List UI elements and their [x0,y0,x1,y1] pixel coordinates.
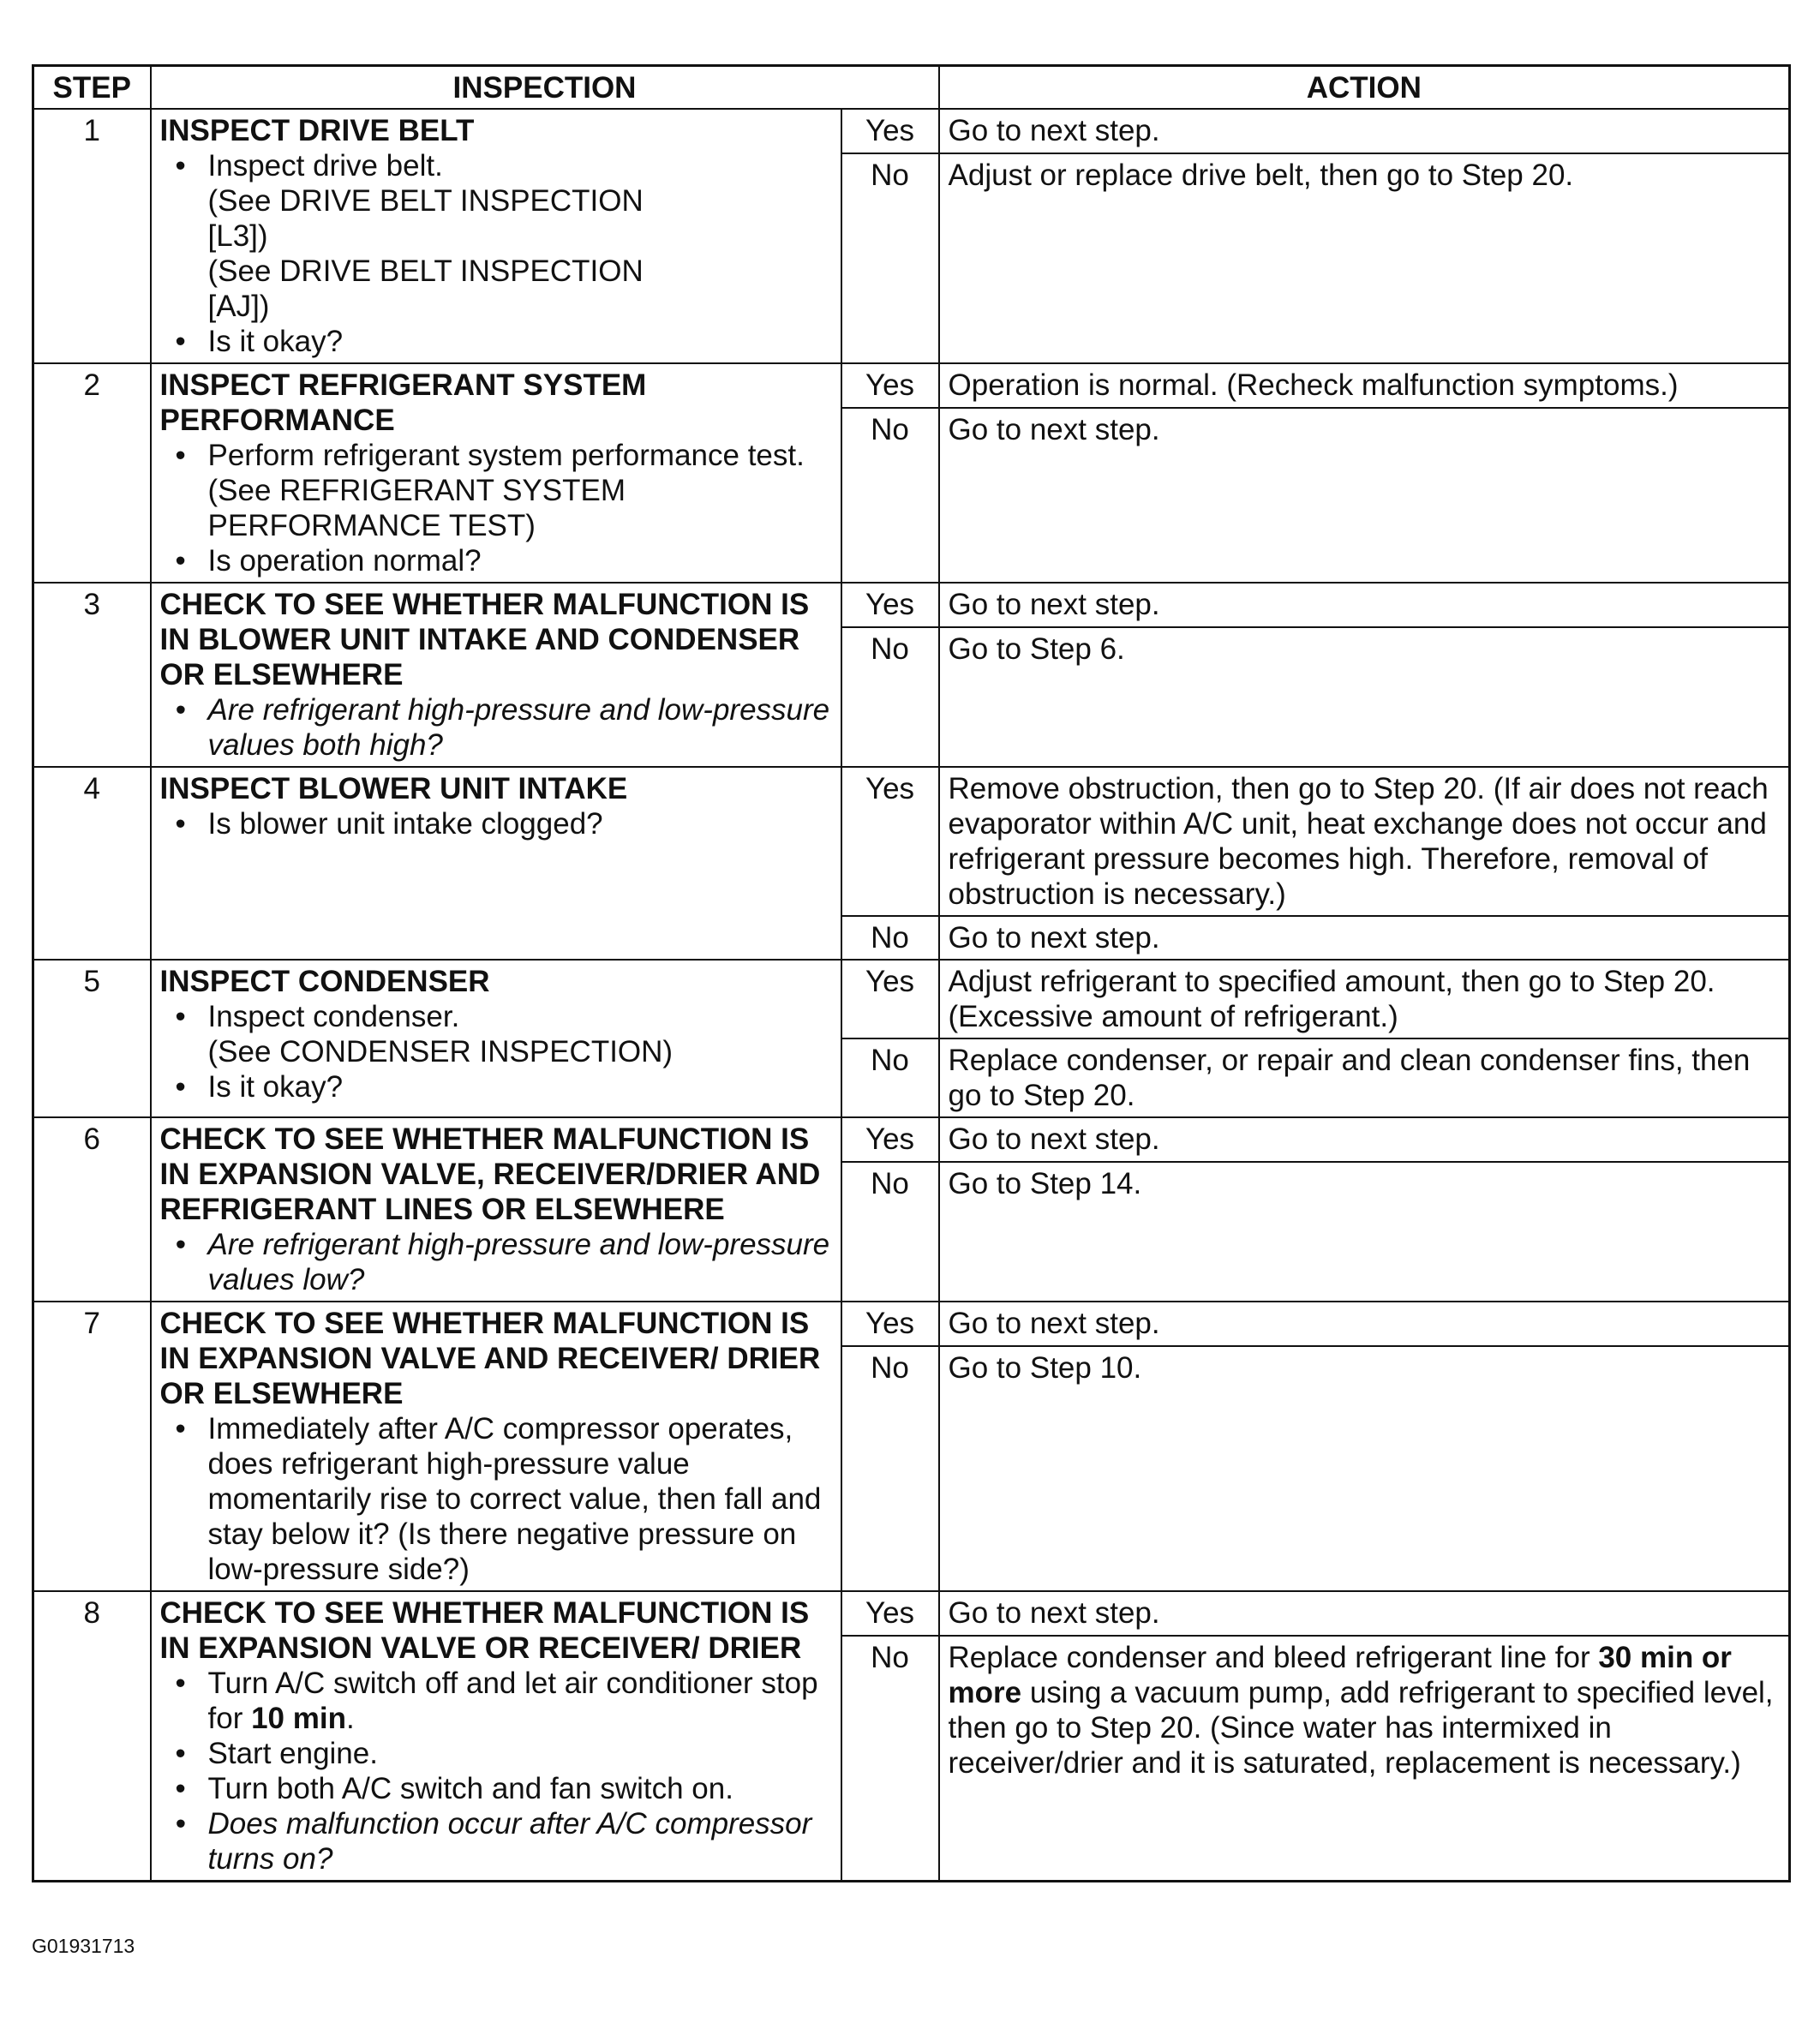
reference: [AJ]) [207,290,270,323]
step-title: CHECK TO SEE WHETHER MALFUNCTION IS IN EXPANSION VALVE, RECEIVER/DRIER AND REFRIGERANT LINES OR ELSEWHERE [159,1122,821,1226]
step-8-yes-row [33,1591,1790,1636]
inspection-bullet: • Is operation normal? [208,543,832,578]
yes-label: Yes [841,960,939,1038]
yes-action: Go to next step. [939,109,1790,153]
inspection-bullet: • Inspect condenser. (See CONDENSER INSPECTION) [208,999,832,1069]
step-title: CHECK TO SEE WHETHER MALFUNCTION IS IN BLOWER UNIT INTAKE AND CONDENSER OR ELSEWHERE [159,588,810,691]
no-action: Go to next step. [939,916,1790,960]
reference: [L3]) [207,219,268,253]
step-title: INSPECT DRIVE BELT [159,114,475,147]
no-label: No [841,153,939,363]
no-action: Replace condenser and bleed refrigerant line for 30 min or more using a vacuum pump, add refrigerant to specified level, then go to Step 20. (Since water has intermixed in receiver/drier and it is saturated, replacement is necessary.) [939,1636,1790,1882]
yes-action: Go to next step. [939,1302,1790,1346]
yes-action: Operation is normal. (Recheck malfunction symptoms.) [939,363,1790,408]
yes-label: Yes [841,363,939,408]
no-label: No [841,1346,939,1591]
step-7-yes-row [33,1302,1790,1346]
step-number: 3 [33,583,151,767]
yes-label: Yes [841,1302,939,1346]
inspection-bullet: • Start engine. [208,1736,832,1771]
inspection-bullet: • Does malfunction occur after A/C compressor turns on? [208,1806,832,1876]
no-action: Go to Step 14. [939,1162,1790,1302]
yes-label: Yes [841,767,939,916]
step-number: 6 [33,1117,151,1302]
reference: PERFORMANCE TEST) [207,509,536,542]
yes-label: Yes [841,109,939,153]
header-step: STEP [33,66,151,110]
no-label: No [841,916,939,960]
step-number: 1 [33,109,151,363]
step-inspection [151,1117,841,1302]
yes-label: Yes [841,1591,939,1636]
step-number: 7 [33,1302,151,1591]
yes-action: Adjust refrigerant to specified amount, then go to Step 20. (Excessive amount of refrigerant.) [939,960,1790,1038]
yes-label: Yes [841,583,939,627]
yes-label: Yes [841,1117,939,1162]
reference: (See DRIVE BELT INSPECTION [207,254,644,288]
reference: (See REFRIGERANT SYSTEM [207,474,626,507]
inspection-bullet: • Inspect drive belt. (See DRIVE BELT INSPECTION [L3]) (See DRIVE BELT INSPECTION [AJ]) [208,148,832,324]
step-number: 8 [33,1591,151,1882]
step-5-yes-row [33,960,1790,1038]
step-inspection [151,363,841,583]
step-title: INSPECT CONDENSER [159,965,490,998]
step-6-yes-row [33,1117,1790,1162]
inspection-bullet: • Immediately after A/C compressor operates, does refrigerant high-pressure value momentarily rise to correct value, then fall and stay below it? (Is there negative pressure on low-pressure side?) [208,1411,832,1587]
step-1-yes-row [33,109,1790,153]
step-inspection [151,1591,841,1882]
no-action: Adjust or replace drive belt, then go to Step 20. [939,153,1790,363]
diagnostic-table [32,64,1791,1882]
inspection-bullet: • Is blower unit intake clogged? [208,806,832,841]
step-title: INSPECT BLOWER UNIT INTAKE [159,772,628,805]
step-number: 4 [33,767,151,960]
step-number: 2 [33,363,151,583]
header-inspection: INSPECTION [151,66,939,110]
step-3-yes-row [33,583,1790,627]
step-2-yes-row [33,363,1790,408]
inspection-bullet: • Is it okay? [208,1069,832,1104]
header-row [33,66,1790,110]
inspection-bullet: • Is it okay? [208,324,832,359]
step-inspection [151,109,841,363]
step-inspection [151,583,841,767]
reference: (See DRIVE BELT INSPECTION [207,184,644,218]
yes-action: Go to next step. [939,583,1790,627]
step-4-yes-row [33,767,1790,916]
step-inspection [151,1302,841,1591]
step-inspection [151,767,841,960]
reference: (See CONDENSER INSPECTION) [207,1035,674,1068]
inspection-bullet: • Turn A/C switch off and let air conditioner stop for 10 min. [208,1666,832,1736]
inspection-bullet: • Turn both A/C switch and fan switch on. [208,1771,832,1806]
inspection-bullet: • Are refrigerant high-pressure and low-pressure values both high? [208,692,832,763]
no-label: No [841,1038,939,1117]
no-action: Replace condenser, or repair and clean condenser fins, then go to Step 20. [939,1038,1790,1117]
inspection-bullet: • Are refrigerant high-pressure and low-pressure values low? [208,1227,832,1297]
figure-id: G01931713 [32,1935,135,1957]
step-title: CHECK TO SEE WHETHER MALFUNCTION IS IN EXPANSION VALVE OR RECEIVER/ DRIER [159,1596,810,1665]
no-label: No [841,408,939,583]
yes-action: Go to next step. [939,1591,1790,1636]
header-action: ACTION [939,66,1790,110]
step-title: CHECK TO SEE WHETHER MALFUNCTION IS IN EXPANSION VALVE AND RECEIVER/ DRIER OR ELSEWHERE [159,1307,821,1410]
no-label: No [841,627,939,767]
yes-action: Remove obstruction, then go to Step 20. (If air does not reach evaporator within A/C unit, heat exchange does not occur and refrigerant pressure becomes high. Therefore, removal of obstruction is necessary.) [939,767,1790,916]
yes-action: Go to next step. [939,1117,1790,1162]
step-title: INSPECT REFRIGERANT SYSTEM PERFORMANCE [159,368,647,437]
no-label: No [841,1636,939,1882]
step-number: 5 [33,960,151,1117]
no-action: Go to next step. [939,408,1790,583]
step-inspection [151,960,841,1117]
no-label: No [841,1162,939,1302]
no-action: Go to Step 10. [939,1346,1790,1591]
no-action: Go to Step 6. [939,627,1790,767]
inspection-bullet: • Perform refrigerant system performance test. (See REFRIGERANT SYSTEM PERFORMANCE TEST) [208,438,832,543]
